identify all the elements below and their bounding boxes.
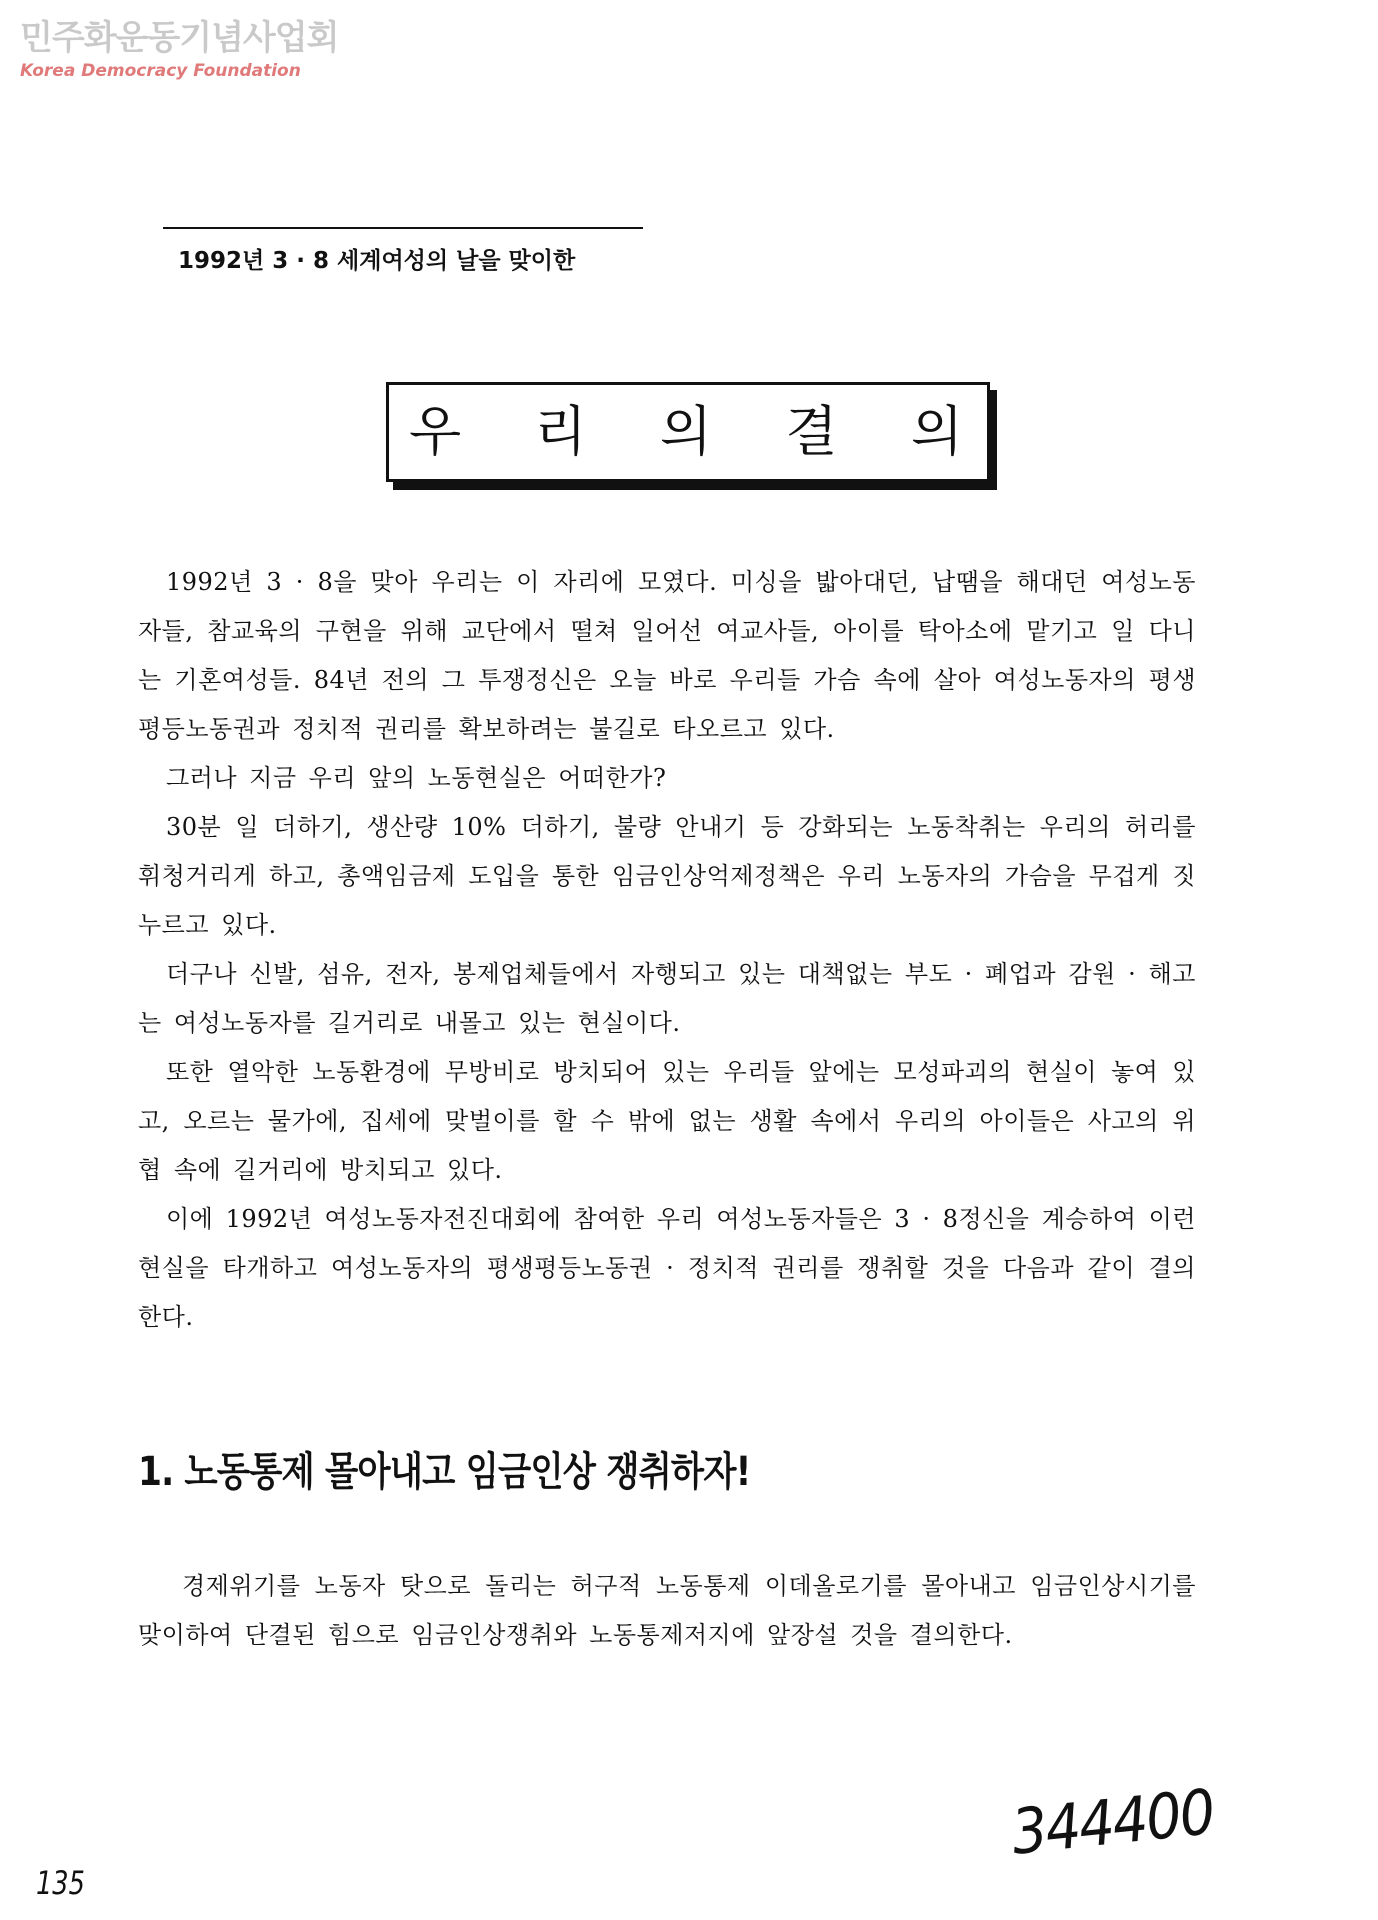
title-char: 의	[910, 400, 963, 463]
watermark-korean: 민주화운동기념사업회	[20, 18, 339, 58]
section-paragraph: 경제위기를 노동자 탓으로 돌리는 허구적 노동통제 이데올로기를 몰아내고 임금인상시기를 맞이하여 단결된 힘으로 임금인상쟁취와 노동통제저지에 앞장설 것을 결의한다.	[138, 1572, 1196, 1649]
title-char: 의	[659, 400, 713, 463]
body-paragraph: 그러나 지금 우리 앞의 노동현실은 어떠한가?	[166, 764, 667, 792]
body-paragraph: 1992년 3 · 8을 맞아 우리는 이 자리에 모였다. 미싱을 밟아대던, 납땜을 해대던 여성노동자들, 참교육의 구현을 위해 교단에서 떨쳐 일어선 여교사들, 아이를 탁아소에 맡기고 일 다니는 기혼여성들. 84년 전의 그 투쟁정신은 오늘 바로 우리들 가슴 속에 살아 여성노동자의 평생평등노동권과 정치적 권리를 확보하려는 불길로 타오르고 있다.	[138, 568, 1196, 743]
handwritten-archive-number: 344400	[1008, 1775, 1217, 1869]
title-char: 결	[785, 400, 838, 463]
handwritten-page-number: 135	[36, 1864, 85, 1902]
body-paragraph: 더구나 신발, 섬유, 전자, 봉제업체들에서 자행되고 있는 대책없는 부도 · 폐업과 감원 · 해고는 여성노동자를 길거리로 내몰고 있는 현실이다.	[138, 960, 1196, 1037]
body-paragraph: 30분 일 더하기, 생산량 10% 더하기, 불량 안내기 등 강화되는 노동착취는 우리의 허리를 휘청거리게 하고, 총액임금제 도입을 통한 임금인상억제정책은 우리 노동자의 가슴을 무겁게 짓누르고 있다.	[138, 813, 1196, 939]
title-char: 우	[409, 400, 462, 463]
title-char: 리	[534, 400, 587, 463]
title-box	[386, 382, 990, 482]
section-body	[138, 1562, 1196, 1660]
body-paragraph: 또한 열악한 노동환경에 무방비로 방치되어 있는 우리들 앞에는 모성파괴의 현실이 놓여 있고, 오르는 물가에, 집세에 맞벌이를 할 수 밖에 없는 생활 속에서 우리의 아이들은 사고의 위협 속에 길거리에 방치되고 있다.	[138, 1058, 1196, 1184]
watermark-logo	[20, 18, 338, 82]
body-text	[138, 558, 1196, 1342]
section-heading: 1. 노동통제 몰아내고 임금인상 쟁취하자!	[138, 1449, 751, 1495]
body-paragraph: 이에 1992년 여성노동자전진대회에 참여한 우리 여성노동자들은 3 · 8정신을 계승하여 이런 현실을 타개하고 여성노동자의 평생평등노동권 · 정치적 권리를 쟁취할 것을 다음과 같이 결의한다.	[138, 1205, 1196, 1331]
watermark-english: Korea Democracy Foundation	[20, 61, 301, 81]
header-rule	[163, 227, 643, 229]
document-subtitle: 1992년 3 · 8 세계여성의 날을 맞이한	[178, 248, 576, 274]
